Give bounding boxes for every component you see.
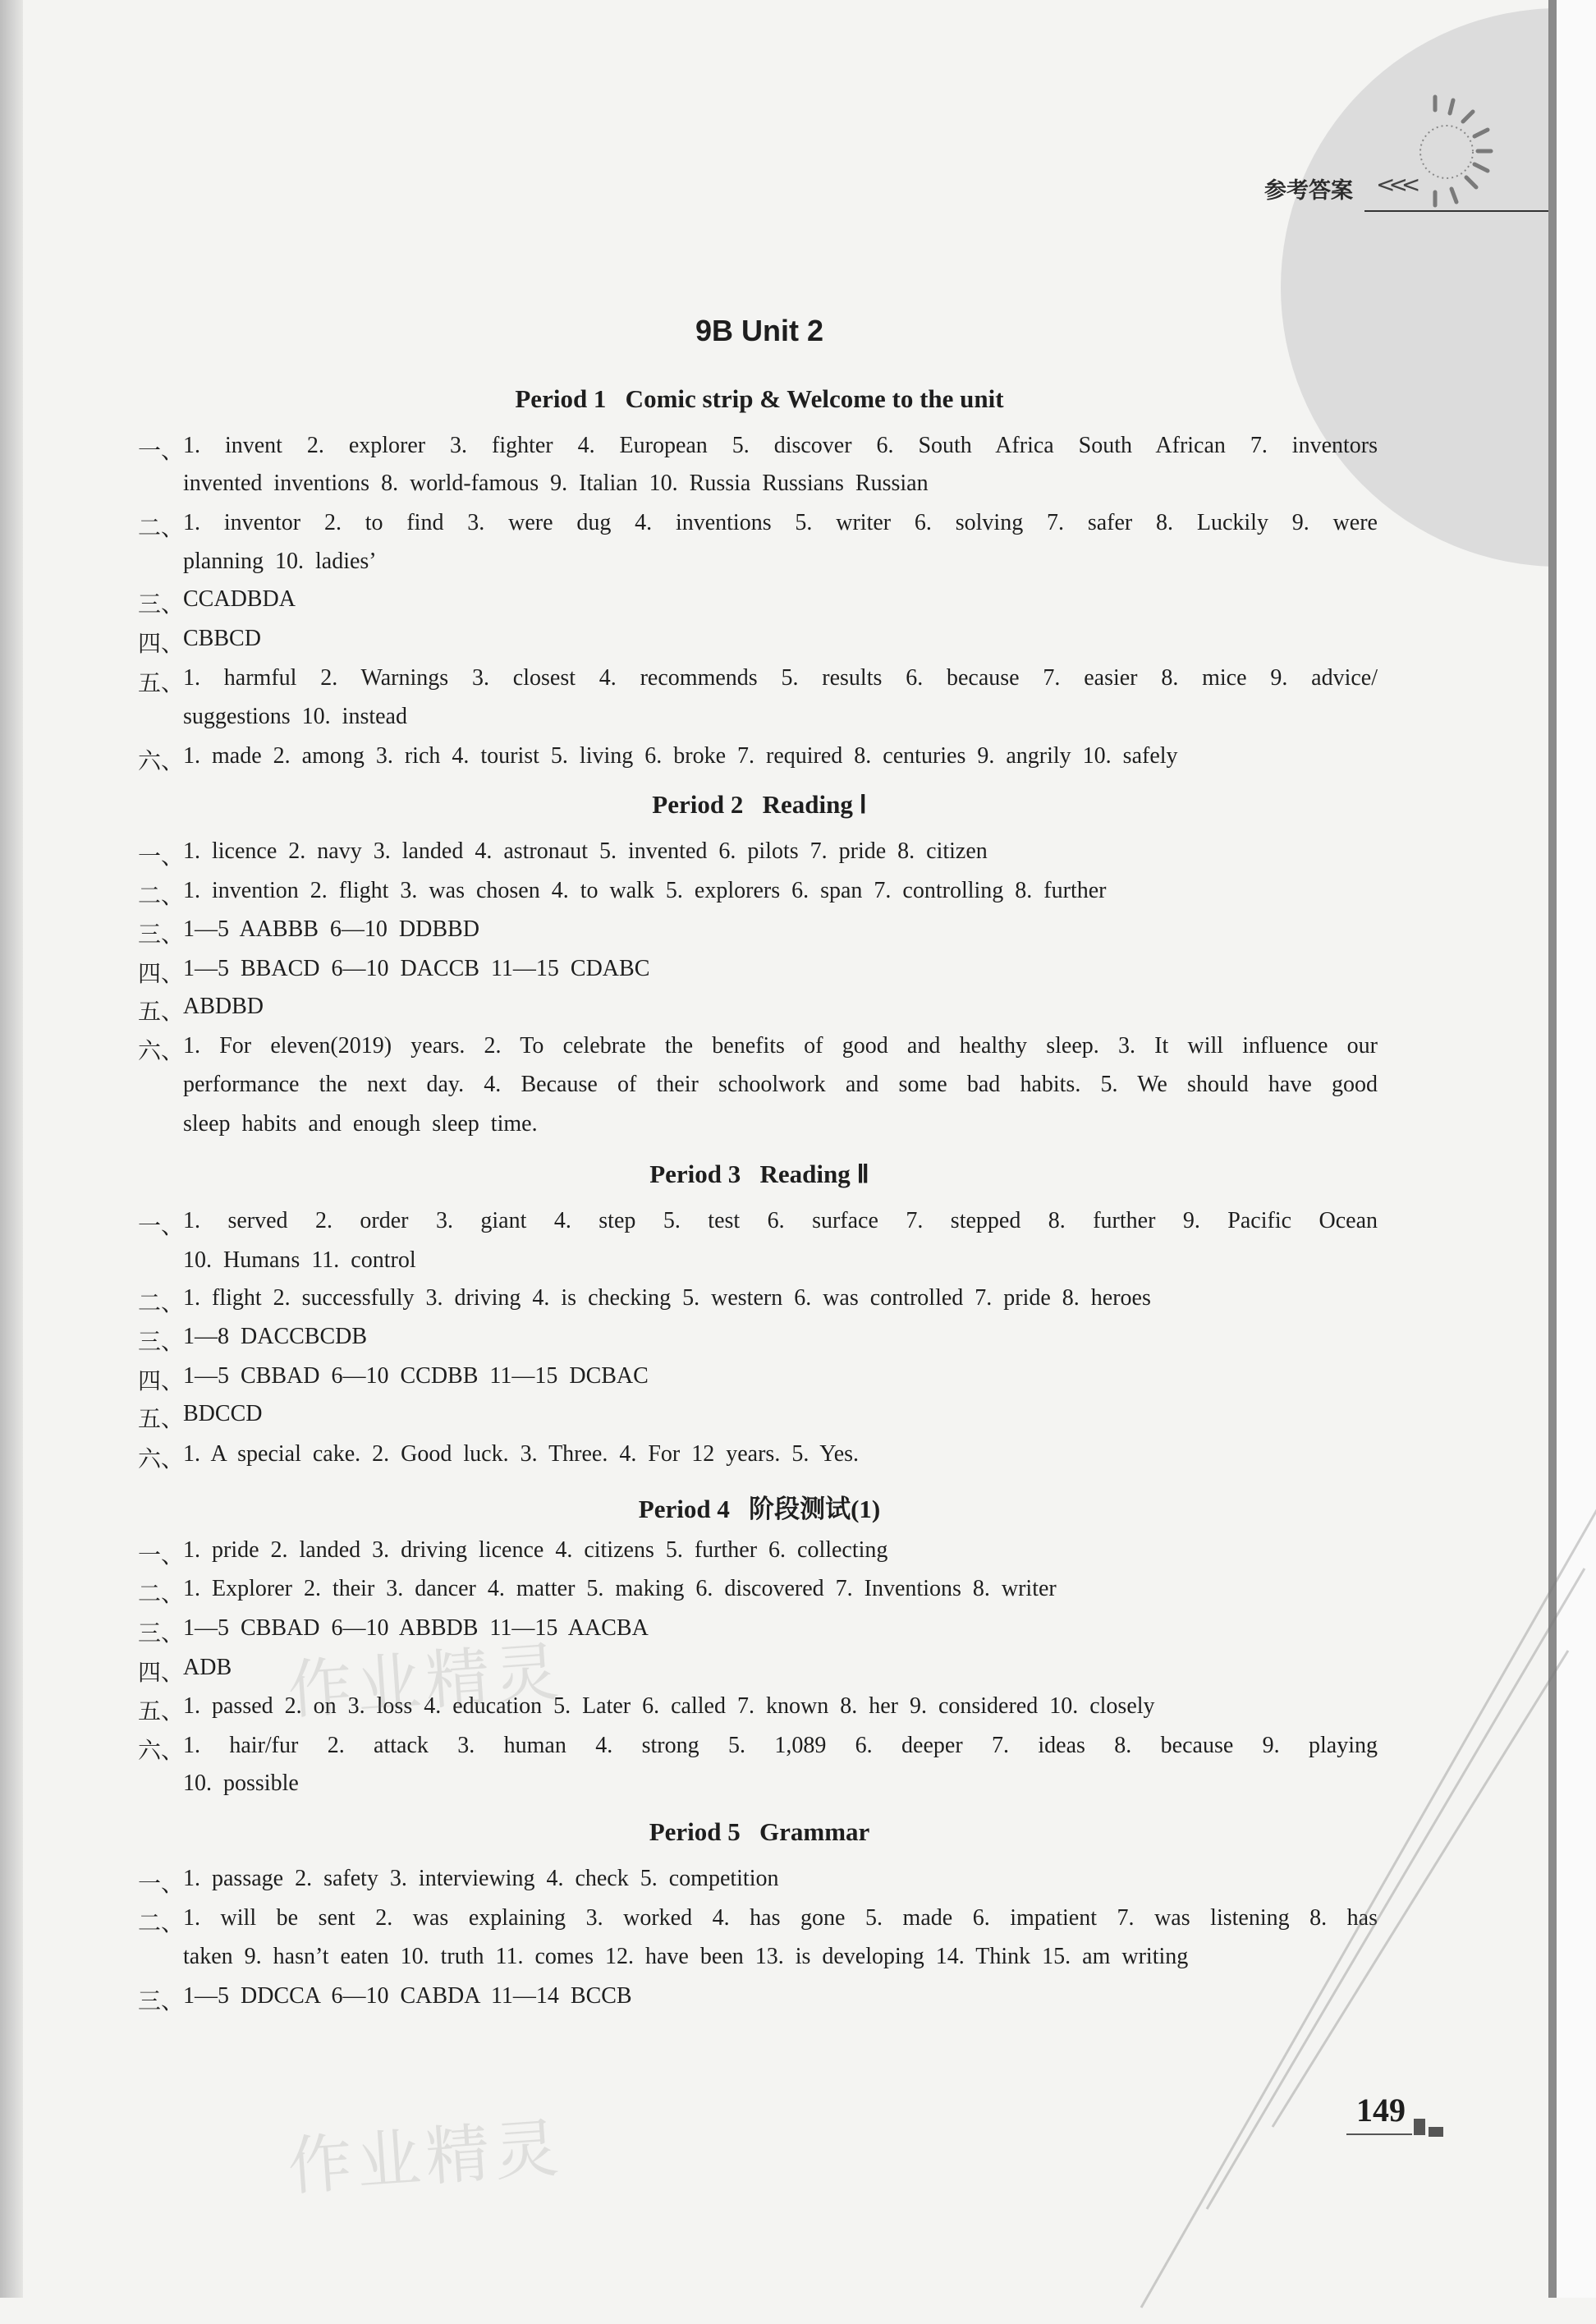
question-marker: 二、 [138,884,185,909]
question-marker: 五、 [138,671,185,696]
question-marker: 五、 [138,1407,185,1432]
answer-line: suggestions 10. instead [183,704,407,729]
period-heading: Period 2 Reading Ⅰ [652,790,867,819]
answer-line: 1—8 DACCBCDB [183,1324,368,1349]
answer-line: 1. licence 2. navy 3. landed 4. astronaut 5. invented 6. pilots 7. pride 8. citizen [183,838,988,864]
question-marker: 二、 [138,516,185,541]
question-marker: 一、 [138,1543,185,1568]
page-number-decoration [1414,2119,1425,2135]
answer-line: CBBCD [183,626,261,651]
question-marker: 五、 [138,999,185,1025]
question-marker: 一、 [138,1872,185,1897]
answer-key-label: 参考答案 [1264,178,1353,204]
question-marker: 六、 [138,749,185,774]
answer-line: ABDBD [183,994,264,1019]
answer-line: 1. For eleven(2019) years. 2. To celebrate the benefits of good and healthy sleep. 3. It will influence our [183,1033,1378,1059]
answer-line: planning 10. ladies’ [183,549,377,574]
answer-line: invented inventions 8. world-famous 9. Italian 10. Russia Russians Russian [183,471,929,496]
answer-line: sleep habits and enough sleep time. [183,1111,538,1137]
period-heading: Period 1 Comic strip & Welcome to the unit [515,384,1004,413]
question-marker: 四、 [138,632,185,657]
answer-line: 1. harmful 2. Warnings 3. closest 4. recommends 5. results 6. because 7. easier 8. mice 9. advice/ [183,665,1378,691]
answer-line: 10. possible [183,1771,299,1796]
answer-line: performance the next day. 4. Because of their schoolwork and some bad habits. 5. We should have good [183,1072,1378,1097]
answer-line: 1. flight 2. successfully 3. driving 4. is checking 5. western 6. was controlled 7. pride 8. heroes [183,1285,1151,1311]
header-rule [1364,210,1555,212]
answer-line: 1. passage 2. safety 3. interviewing 4. check 5. competition [183,1866,779,1891]
answer-line: CCADBDA [183,586,296,612]
question-marker: 三、 [138,922,185,948]
page-number-decoration [1429,2127,1443,2137]
question-marker: 一、 [138,1214,185,1239]
answer-line: taken 9. hasn’t eaten 10. truth 11. comes 12. have been 13. is developing 14. Think 15. am writing [183,1944,1189,1969]
answer-line: 1. invention 2. flight 3. was chosen 4. to walk 5. explorers 6. span 7. controlling 8. further [183,878,1107,903]
question-marker: 六、 [138,1039,185,1064]
answer-line: 1. inventor 2. to find 3. were dug 4. inventions 5. writer 6. solving 7. safer 8. Luckily 9. were [183,510,1378,535]
answer-line: 10. Humans 11. control [183,1247,416,1273]
answer-line: 1. hair/fur 2. attack 3. human 4. strong 5. 1,089 6. deeper 7. ideas 8. because 9. playing [183,1733,1378,1758]
question-marker: 二、 [138,1582,185,1607]
period-heading: Period 3 Reading Ⅱ [649,1160,869,1188]
question-marker: 三、 [138,1621,185,1647]
question-marker: 六、 [138,1738,185,1764]
question-marker: 六、 [138,1447,185,1472]
question-marker: 四、 [138,1660,185,1686]
page-number-rule [1346,2133,1412,2135]
question-marker: 三、 [138,592,185,618]
question-marker: 二、 [138,1291,185,1316]
watermark: 作业精灵 [285,1635,566,1729]
answer-line: 1—5 CBBAD 6—10 CCDBB 11—15 DCBAC [183,1363,649,1389]
answer-line: ADB [183,1655,232,1680]
answer-line: 1. pride 2. landed 3. driving licence 4. citizens 5. further 6. collecting [183,1537,888,1563]
answer-line: BDCCD [183,1401,263,1426]
answer-line: 1. made 2. among 3. rich 4. tourist 5. living 6. broke 7. required 8. centuries 9. angrily 10. safely [183,743,1178,769]
chevrons-left-icon: <<< [1376,171,1415,198]
period-heading: Period 4 阶段测试(1) [638,1495,881,1523]
answer-line: 1. invent 2. explorer 3. fighter 4. European 5. discover 6. South Africa South African 7. inventors [183,433,1378,458]
answer-line: 1. passed 2. on 3. loss 4. education 5. Later 6. called 7. known 8. her 9. considered 10. closely [183,1693,1155,1719]
answer-line: 1—5 BBACD 6—10 DACCB 11—15 CDABC [183,956,650,981]
question-marker: 五、 [138,1699,185,1725]
scan-scratch-marks [1108,1503,1596,2324]
question-marker: 三、 [138,1330,185,1355]
answer-line: 1—5 CBBAD 6—10 ABBDB 11—15 AACBA [183,1615,649,1641]
answer-line: 1. will be sent 2. was explaining 3. worked 4. has gone 5. made 6. impatient 7. was listening 8. has [183,1905,1378,1931]
page-number: 149 [1356,2092,1406,2129]
watermark: 作业精灵 [285,2111,566,2205]
answer-line: 1. Explorer 2. their 3. dancer 4. matter 5. making 6. discovered 7. Inventions 8. writer [183,1576,1057,1601]
answer-line: 1. served 2. order 3. giant 4. step 5. test 6. surface 7. stepped 8. further 9. Pacific Ocean [183,1208,1378,1233]
question-marker: 四、 [138,1369,185,1394]
period-heading: Period 5 Grammar [649,1817,870,1846]
answer-line: 1. A special cake. 2. Good luck. 3. Three. 4. For 12 years. 5. Yes. [183,1441,860,1467]
question-marker: 二、 [138,1911,185,1936]
question-marker: 一、 [138,844,185,870]
unit-title: 9B Unit 2 [695,314,824,347]
question-marker: 四、 [138,962,185,987]
question-marker: 三、 [138,1989,185,2014]
answer-line: 1—5 DDCCA 6—10 CABDA 11—14 BCCB [183,1983,632,2009]
question-marker: 一、 [138,439,185,464]
answer-line: 1—5 AABBB 6—10 DDBBD [183,916,479,942]
